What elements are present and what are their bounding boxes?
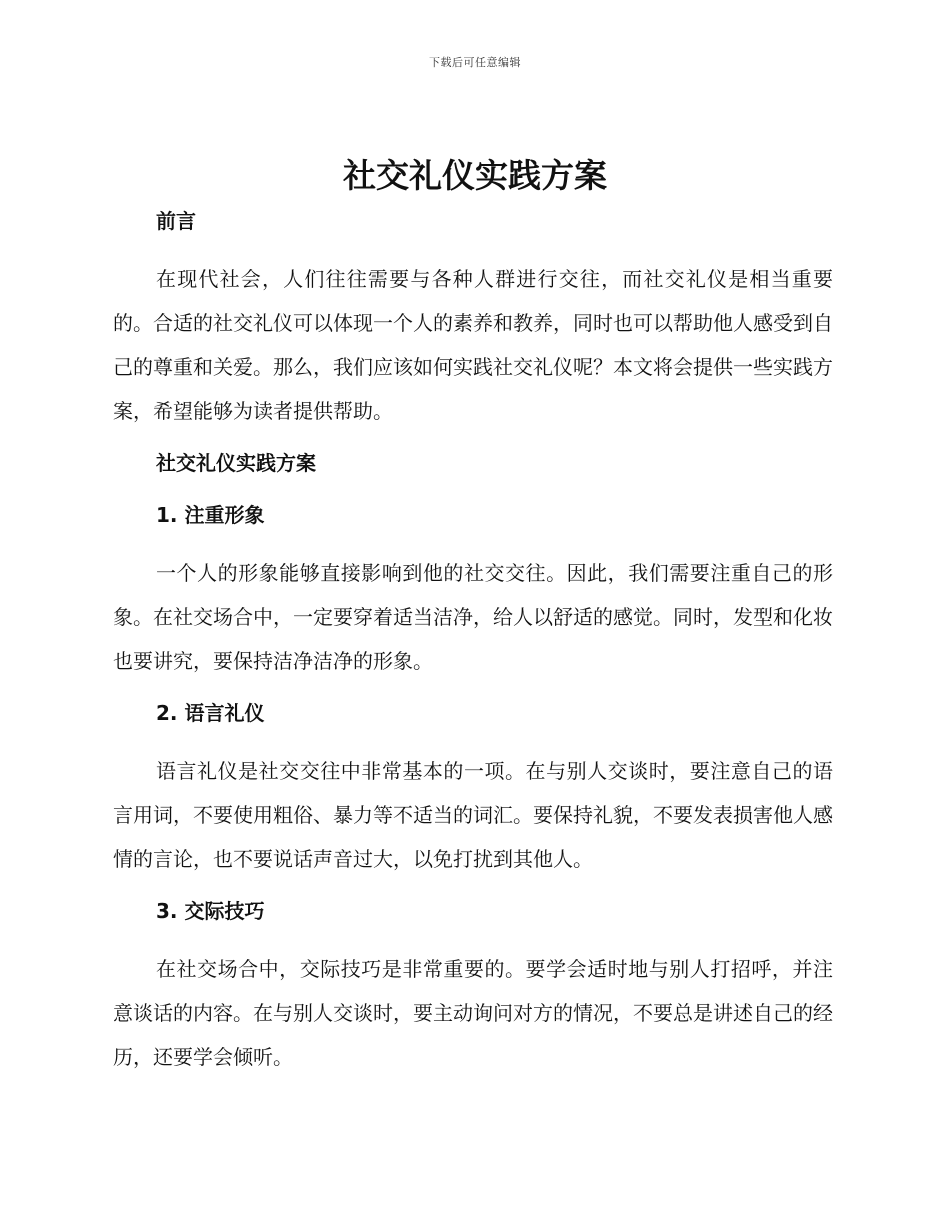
section-heading-appearance: 1. 注重形象 xyxy=(156,503,265,527)
section-heading-language: 2. 语言礼仪 xyxy=(156,701,265,725)
preface-heading: 前言 xyxy=(156,209,196,233)
section-paragraph-social-skills: 在社交场合中，交际技巧是非常重要的。要学会适时地与别人打招呼，并注意谈话的内容。在与别人交谈时，要主动询问对方的情况，不要总是讲述自己的经历，还要学会倾听。 xyxy=(113,957,833,1069)
section-paragraph-appearance: 一个人的形象能够直接影响到他的社交交往。因此，我们需要注重自己的形象。在社交场合中，一定要穿着适当洁净，给人以舒适的感觉。同时，发型和化妆也要讲究，要保持洁净洁净的形象。 xyxy=(113,561,833,673)
section-paragraph-language: 语言礼仪是社交交往中非常基本的一项。在与别人交谈时，要注意自己的语言用词，不要使用粗俗、暴力等不适当的词汇。要保持礼貌，不要发表损害他人感情的言论，也不要说话声音过大，以免打扰到其他人。 xyxy=(113,759,833,871)
plan-heading: 社交礼仪实践方案 xyxy=(156,451,316,475)
preface-paragraph: 在现代社会，人们往往需要与各种人群进行交往，而社交礼仪是相当重要的。合适的社交礼仪可以体现一个人的素养和教养，同时也可以帮助他人感受到自己的尊重和关爱。那么，我们应该如何实践社交礼仪呢？本文将会提供一些实践方案，希望能够为读者提供帮助。 xyxy=(113,267,833,423)
document-body xyxy=(113,205,833,1079)
page-header-note: 下载后可任意编辑 xyxy=(429,56,521,69)
document-title: 社交礼仪实践方案 xyxy=(343,156,607,195)
section-heading-social-skills: 3. 交际技巧 xyxy=(156,899,265,923)
